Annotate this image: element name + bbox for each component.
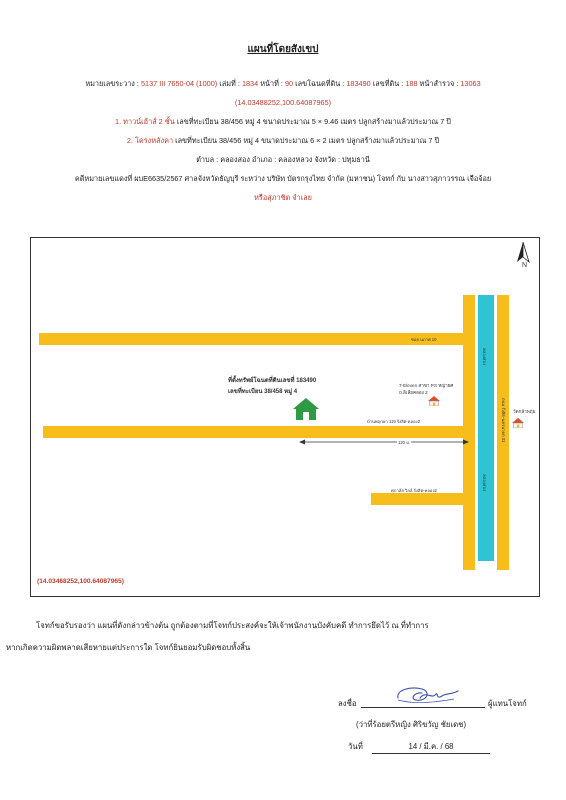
item-1 bbox=[0, 116, 566, 128]
item-1-detail: เลขที่ทะเบียน 38/456 หมู่ 4 ขนาดประมาณ 5 × 9.46 เมตร ปลูกสร้างมาแล้วประมาณ 7 ปี bbox=[176, 117, 451, 126]
property-label-2: เลขที่ทะเบียน 38/458 หมู่ 4 bbox=[228, 389, 298, 395]
document-title: แผนที่โดยสังเขป bbox=[247, 44, 319, 55]
deed-value: 183490 bbox=[346, 79, 371, 88]
store-icon bbox=[428, 396, 440, 406]
seven-eleven-sub: ถ.ลิเลียคลอง 2 bbox=[399, 390, 428, 395]
seven-eleven-label: 7-Eleven สาขา PS หญ่ายศ bbox=[399, 383, 454, 388]
case-line-1: คดีหมายเลขแดงที่ ผบE6635/2567 ศาลจังหวัดธัญบุรี ระหว่าง บริษัท บัตรกรุงไทย จำกัด (มหาชน) โจทก์ กับ นางสาวสุภาวรรณ เจือจ้อย bbox=[74, 174, 492, 183]
temple-label: วัดกล้าพฤ่ม bbox=[513, 409, 536, 414]
page-label: หน้าที่ : bbox=[260, 79, 283, 88]
signer-name: (ว่าที่ร้อยตรีหญิง ศิริขวัญ ชัยเดช) bbox=[356, 720, 467, 729]
distance-label: 120 ม. bbox=[398, 440, 411, 445]
temple-icon bbox=[512, 418, 524, 428]
land-value: 188 bbox=[405, 79, 418, 88]
canal-label-lower: คลองสอง bbox=[482, 474, 487, 492]
sheet-label: หมายเลขระวาง : bbox=[85, 79, 139, 88]
canal bbox=[478, 295, 494, 561]
item-2-detail: เลขที่ทะเบียน 38/456 หมู่ 4 ขนาดประมาณ 6 × 2 เมตร ปลูกสร้างมาแล้วประมาณ 7 ปี bbox=[175, 136, 440, 145]
canal-label-upper: คลองสอง bbox=[482, 348, 487, 366]
coords-line: (14.03488252,100.64087965) bbox=[234, 98, 332, 107]
item-2 bbox=[0, 135, 566, 147]
book-label: เล่มที่ : bbox=[219, 79, 240, 88]
road-mid-label: บ้านพฤกษา 119 รังสิต-คลอง2 bbox=[367, 419, 421, 424]
location-line: ตำบล : คลองสอง อำเภอ : คลองหลวง จังหวัด : ปทุมธานี bbox=[196, 155, 370, 164]
road-top bbox=[39, 333, 465, 345]
page-value: 90 bbox=[285, 79, 294, 88]
certify-line-1: โจทก์ขอรับรองว่า แผนที่ดังกล่าวข้างต้น ถูกต้องตามที่โจทก์ประสงค์จะให้เจ้าพนักงานบังคับคดี ทำการยึดไว้ ณ ที่ทำการ bbox=[36, 621, 429, 630]
road-bottom-label: ศุภาลัย วิลล์ รังสิต-คลอง2 bbox=[391, 488, 437, 493]
survey-value: 13063 bbox=[460, 79, 481, 88]
item-1-type: 1. ทาวน์เฮ้าส์ 2 ชั้น bbox=[115, 117, 175, 126]
date-value: 14 / มี.ค. / 68 bbox=[372, 741, 490, 754]
property-label-1: ที่ตั้งทรัพย์โฉนดที่ดินเลขที่ 183490 bbox=[228, 378, 317, 384]
main-road-label: ถนน รังสิต-นครนายก 31 bbox=[501, 398, 506, 443]
road-top-label: ซอย นภาศ 10 bbox=[411, 337, 437, 342]
reference-line bbox=[0, 78, 566, 90]
book-value: 1834 bbox=[241, 79, 259, 88]
handwritten-signature bbox=[392, 684, 462, 708]
case-line-2: หรือสุภาชิต จำเลย bbox=[254, 193, 312, 202]
sheet-value: 5137 III 7650-04 (1000) bbox=[140, 79, 218, 88]
site-map bbox=[30, 237, 540, 597]
road-bottom bbox=[371, 493, 465, 505]
map-coords: (14.03468252,100.64087965) bbox=[37, 578, 124, 585]
date-label: วันที่ bbox=[348, 742, 363, 751]
land-label: เลขที่ดิน : bbox=[372, 79, 404, 88]
north-label: N bbox=[522, 262, 528, 269]
item-2-type: 2. โครงหลังคา bbox=[126, 136, 174, 145]
road-vertical-left bbox=[463, 295, 475, 570]
property-house-icon bbox=[293, 398, 319, 420]
sign-role: ผู้แทนโจทก์ bbox=[488, 699, 527, 708]
sign-label: ลงชื่อ bbox=[338, 699, 357, 708]
certify-line-2: หากเกิดความผิดพลาดเสียหายแต่ประการใด โจทก์ยินยอมรับผิดชอบทั้งสิ้น bbox=[6, 643, 251, 652]
deed-label: เลขโฉนดที่ดิน : bbox=[295, 79, 345, 88]
distance-arrow bbox=[299, 437, 469, 447]
survey-label: หน้าสำรวจ : bbox=[419, 79, 459, 88]
